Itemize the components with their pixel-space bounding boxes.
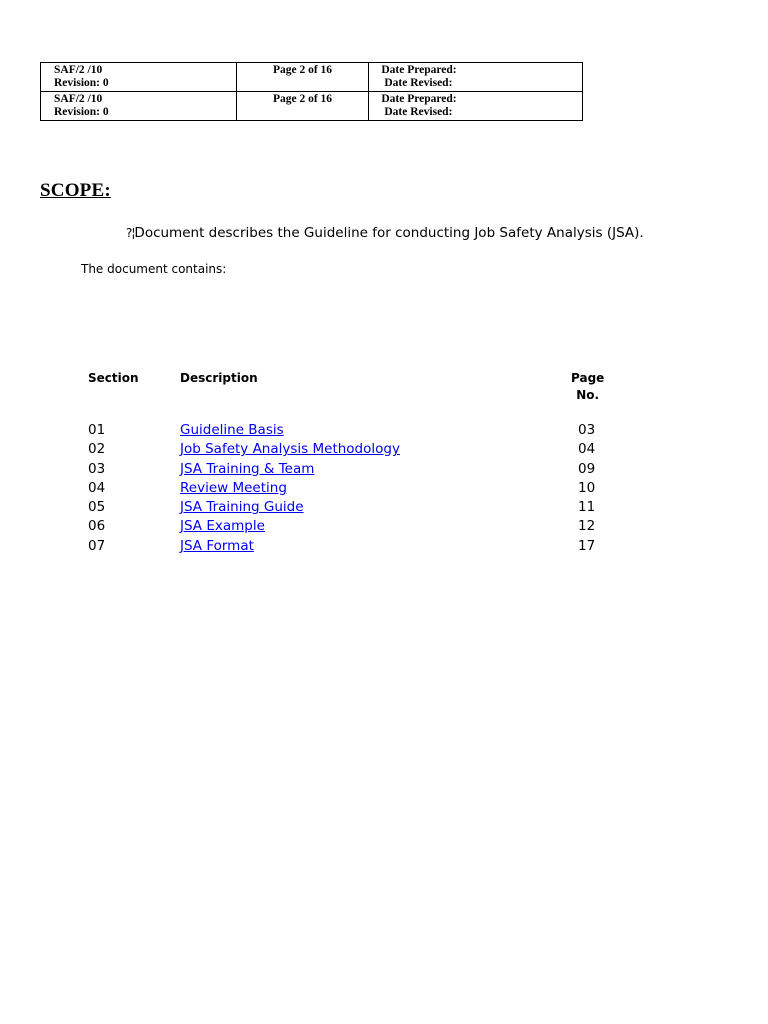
toc-page-number: 10 <box>578 479 596 496</box>
toc-header-page-line1: Page <box>571 371 605 385</box>
toc-section-number: 05 <box>88 499 106 516</box>
doc-revision: Revision: 0 <box>54 77 109 89</box>
bullet-glyph: ?¦ <box>126 226 135 240</box>
toc-header-page <box>571 370 604 404</box>
doc-code: SAF/2 /10 <box>54 64 103 76</box>
document-header-table <box>40 62 583 121</box>
contains-label: The document contains: <box>81 262 227 276</box>
page-number: Page 2 of 16 <box>272 64 333 76</box>
toc-section-number: 01 <box>88 422 106 438</box>
toc-link-jsa-methodology[interactable]: Job Safety Analysis Methodology <box>180 441 400 458</box>
toc-page-number: 04 <box>578 441 596 458</box>
page-number: Page 2 of 16 <box>272 93 333 105</box>
toc-section-number: 04 <box>88 479 106 496</box>
page-number-cell <box>236 63 369 92</box>
doc-revision: Revision: 0 <box>54 106 109 118</box>
toc-row <box>88 440 628 459</box>
scope-heading: SCOPE: <box>40 180 111 201</box>
toc-section-number: 06 <box>88 518 106 535</box>
toc-header-description: Description <box>180 371 258 385</box>
toc-header-page-line2: No. <box>576 388 600 402</box>
toc-row <box>88 498 628 517</box>
page-number-cell <box>236 92 369 121</box>
toc-section-number: 03 <box>88 460 106 477</box>
toc-section-number: 07 <box>88 537 106 554</box>
doc-code-cell <box>41 63 237 92</box>
toc-row <box>88 517 628 536</box>
date-revised: Date Revised: <box>384 77 453 89</box>
toc-page-number: 12 <box>578 518 596 535</box>
date-prepared: Date Prepared: <box>381 93 457 105</box>
date-revised: Date Revised: <box>384 106 453 118</box>
dates-cell <box>369 92 583 121</box>
header-row <box>41 92 583 121</box>
header-row <box>41 63 583 92</box>
toc-link-jsa-format[interactable]: JSA Format <box>180 537 254 554</box>
toc-link-jsa-example[interactable]: JSA Example <box>180 518 265 535</box>
toc-page-number: 09 <box>578 460 596 477</box>
toc-link-guideline-basis[interactable]: Guideline Basis <box>180 422 284 438</box>
doc-code-cell <box>41 92 237 121</box>
toc-page-number: 11 <box>578 499 596 516</box>
toc-row <box>88 421 628 440</box>
dates-cell <box>369 63 583 92</box>
toc-link-review-meeting[interactable]: Review Meeting <box>180 479 287 496</box>
table-of-contents <box>88 421 628 556</box>
date-prepared: Date Prepared: <box>381 64 457 76</box>
doc-code: SAF/2 /10 <box>54 93 103 105</box>
toc-row <box>88 537 628 556</box>
toc-link-jsa-training-guide[interactable]: JSA Training Guide <box>180 499 304 516</box>
toc-header-section: Section <box>88 371 139 385</box>
toc-section-number: 02 <box>88 441 106 458</box>
scope-description: Document describes the Guideline for conducting Job Safety Analysis (JSA). <box>134 225 644 241</box>
toc-page-number: 03 <box>578 422 596 438</box>
toc-page-number: 17 <box>578 537 596 554</box>
toc-row <box>88 460 628 479</box>
toc-link-jsa-training-team[interactable]: JSA Training & Team <box>180 460 315 477</box>
toc-row <box>88 479 628 498</box>
scope-text <box>126 225 644 241</box>
